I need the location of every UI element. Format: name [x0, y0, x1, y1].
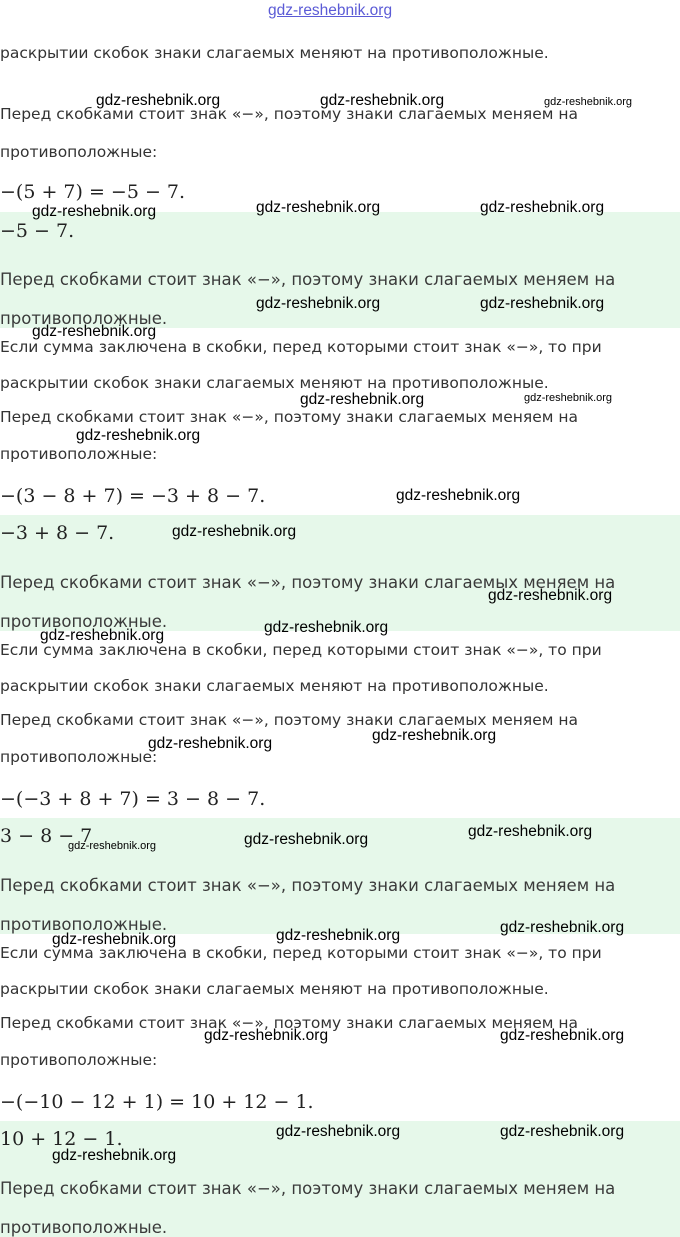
answer-explanation: Перед скобками стоит знак «−», поэтому знаки слагаемых меняем на: [0, 876, 616, 895]
watermark-text: gdz-reshebnik.org: [320, 92, 445, 109]
watermark-text: gdz-reshebnik.org: [244, 831, 369, 848]
rule-text: раскрытии скобок знаки слагаемых меняют на противоположные.: [0, 44, 549, 62]
watermark-text: gdz-reshebnik.org: [32, 203, 157, 220]
explanation-text: Перед скобками стоит знак «−», поэтому знаки слагаемых меняем на: [0, 1014, 579, 1032]
explanation-text: противоположные:: [0, 143, 158, 161]
answer-expression: 10 + 12 − 1.: [0, 1128, 123, 1150]
answer-explanation: противоположные.: [0, 1218, 168, 1237]
watermark-text: gdz-reshebnik.org: [40, 627, 165, 644]
rule-text: раскрытии скобок знаки слагаемых меняют на противоположные.: [0, 677, 549, 695]
explanation-text: Перед скобками стоит знак «−», поэтому знаки слагаемых меняем на: [0, 711, 579, 729]
watermark-text: gdz-reshebnik.org: [500, 1123, 625, 1140]
watermark-text: gdz-reshebnik.org: [500, 919, 625, 936]
equation: −(5 + 7) = −5 − 7.: [0, 181, 186, 203]
watermark-text: gdz-reshebnik.org: [256, 199, 381, 216]
explanation-text: противоположные:: [0, 748, 158, 766]
answer-expression: −5 − 7.: [0, 220, 75, 242]
answer-explanation: Перед скобками стоит знак «−», поэтому знаки слагаемых меняем на: [0, 573, 616, 592]
watermark-text: gdz-reshebnik.org: [52, 931, 177, 948]
watermark-text: gdz-reshebnik.org: [172, 523, 297, 540]
watermark-text: gdz-reshebnik.org: [488, 587, 613, 604]
explanation-text: противоположные:: [0, 445, 158, 463]
equation: −(−3 + 8 + 7) = 3 − 8 − 7.: [0, 788, 266, 810]
watermark-text: gdz-reshebnik.org: [480, 199, 605, 216]
answer-expression: 3 − 8 − 7: [0, 825, 93, 847]
answer-explanation: противоположные.: [0, 612, 168, 631]
watermark-text: gdz-reshebnik.org: [276, 1123, 401, 1140]
watermark-text: gdz-reshebnik.org: [372, 727, 497, 744]
answer-expression: −3 + 8 − 7.: [0, 522, 115, 544]
rule-text: раскрытии скобок знаки слагаемых меняют на противоположные.: [0, 980, 549, 998]
watermark-text: gdz-reshebnik.org: [52, 1147, 177, 1164]
watermark-text: gdz-reshebnik.org: [396, 487, 521, 504]
explanation-text: Перед скобками стоит знак «−», поэтому знаки слагаемых меняем на: [0, 408, 579, 426]
watermark-text: gdz-reshebnik.org: [204, 1027, 329, 1044]
watermark-text: gdz-reshebnik.org: [148, 735, 273, 752]
answer-explanation: противоположные.: [0, 915, 168, 934]
rule-text: раскрытии скобок знаки слагаемых меняют на противоположные.: [0, 374, 549, 392]
watermark-text: gdz-reshebnik.org: [96, 92, 221, 109]
watermark-text: gdz-reshebnik.org: [68, 840, 157, 852]
watermark-text: gdz-reshebnik.org: [32, 323, 157, 340]
watermark-text: gdz-reshebnik.org: [468, 823, 593, 840]
answer-explanation: Перед скобками стоит знак «−», поэтому знаки слагаемых меняем на: [0, 1179, 616, 1198]
watermark-text: gdz-reshebnik.org: [76, 427, 201, 444]
equation: −(3 − 8 + 7) = −3 + 8 − 7.: [0, 485, 266, 507]
watermark-text: gdz-reshebnik.org: [300, 391, 425, 408]
rule-text: Если сумма заключена в скобки, перед которыми стоит знак «−», то при: [0, 944, 602, 962]
watermark-text: gdz-reshebnik.org: [524, 392, 613, 404]
rule-text: Если сумма заключена в скобки, перед которыми стоит знак «−», то при: [0, 338, 602, 356]
watermark-text: gdz-reshebnik.org: [264, 619, 389, 636]
header-site-link[interactable]: gdz-reshebnik.org: [268, 2, 393, 19]
watermark-text: gdz-reshebnik.org: [500, 1027, 625, 1044]
equation: −(−10 − 12 + 1) = 10 + 12 − 1.: [0, 1091, 314, 1113]
answer-explanation: противоположные.: [0, 309, 168, 328]
explanation-text: Перед скобками стоит знак «−», поэтому знаки слагаемых меняем на: [0, 105, 579, 123]
explanation-text: противоположные:: [0, 1051, 158, 1069]
answer-explanation: Перед скобками стоит знак «−», поэтому знаки слагаемых меняем на: [0, 270, 616, 289]
rule-text: Если сумма заключена в скобки, перед которыми стоит знак «−», то при: [0, 641, 602, 659]
watermark-text: gdz-reshebnik.org: [276, 927, 401, 944]
watermark-text: gdz-reshebnik.org: [480, 295, 605, 312]
watermark-text: gdz-reshebnik.org: [544, 96, 633, 108]
watermark-text: gdz-reshebnik.org: [256, 295, 381, 312]
